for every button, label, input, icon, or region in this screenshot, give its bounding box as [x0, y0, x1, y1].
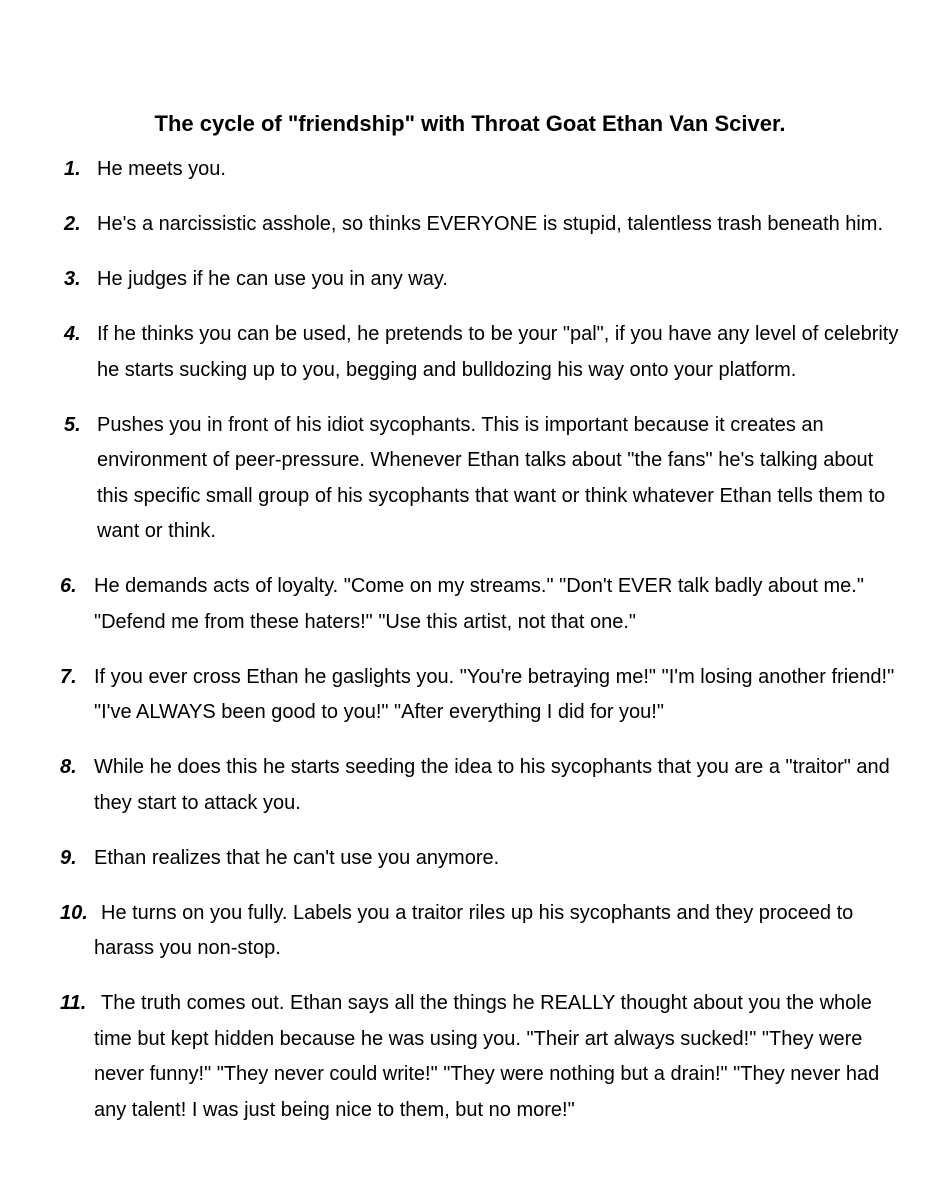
item-number: 9.: [60, 846, 77, 869]
document-title: The cycle of "friendship" with Throat Goat Ethan Van Sciver.: [154, 111, 786, 136]
list-item: [0, 896, 948, 967]
item-text: He's a narcissistic asshole, so thinks EVERYONE is stupid, talentless trash beneath him.: [97, 213, 884, 235]
item-text: He turns on you fully. Labels you a traitor riles up his sycophants and they proceed to harass you non-stop.: [94, 901, 854, 959]
cycle-list: [0, 152, 948, 1148]
item-text: The truth comes out. Ethan says all the things he REALLY thought about you the whole time but kept hidden because he was using you. "Their art always sucked!" "They were never funny!" "They never could write!" "They were nothing but a drain!" "They never had any talent! I was just being nice to them, but no more!": [94, 992, 880, 1121]
item-number: 3.: [64, 268, 81, 290]
list-item: [0, 152, 948, 188]
list-item: [0, 408, 948, 550]
list-item: [0, 262, 948, 298]
list-item: [0, 317, 948, 388]
item-text: Pushes you in front of his idiot sycophants. This is important because it creates an environment of peer-pressure. Whenever Ethan talks about "the fans" he's talking about this specific small group of his sycophants that want or think whatever Ethan tells them to want or think.: [97, 413, 886, 542]
list-item: [0, 750, 948, 821]
item-number: 8.: [60, 756, 77, 778]
item-number: 6.: [60, 575, 77, 597]
item-number: 2.: [64, 213, 81, 235]
item-number: 11.: [60, 992, 87, 1014]
item-number: 7.: [60, 665, 77, 688]
item-text: Ethan realizes that he can't use you anymore.: [94, 846, 500, 869]
list-item: [0, 986, 948, 1128]
list-item: [0, 841, 948, 877]
item-text: If he thinks you can be used, he pretends to be your "pal", if you have any level of celebrity he starts sucking up to you, begging and bulldozing his way onto your platform.: [97, 323, 899, 381]
item-text: He meets you.: [97, 158, 226, 180]
item-text: If you ever cross Ethan he gaslights you. "You're betraying me!" "I'm losing another friend!" "I've ALWAYS been good to you!" "After everything I did for you!": [94, 665, 895, 723]
item-text: He demands acts of loyalty. "Come on my streams." "Don't EVER talk badly about me." "Defend me from these haters!" "Use this artist, not that one.": [94, 575, 864, 633]
item-number: 10.: [60, 901, 88, 924]
item-number: 5.: [64, 413, 81, 436]
list-item: [0, 569, 948, 640]
item-number: 1.: [64, 158, 81, 180]
item-number: 4.: [64, 323, 81, 345]
item-text: He judges if he can use you in any way.: [97, 268, 448, 290]
item-text: While he does this he starts seeding the idea to his sycophants that you are a "traitor" and they start to attack you.: [94, 756, 890, 814]
list-item: [0, 660, 948, 731]
list-item: [0, 207, 948, 243]
